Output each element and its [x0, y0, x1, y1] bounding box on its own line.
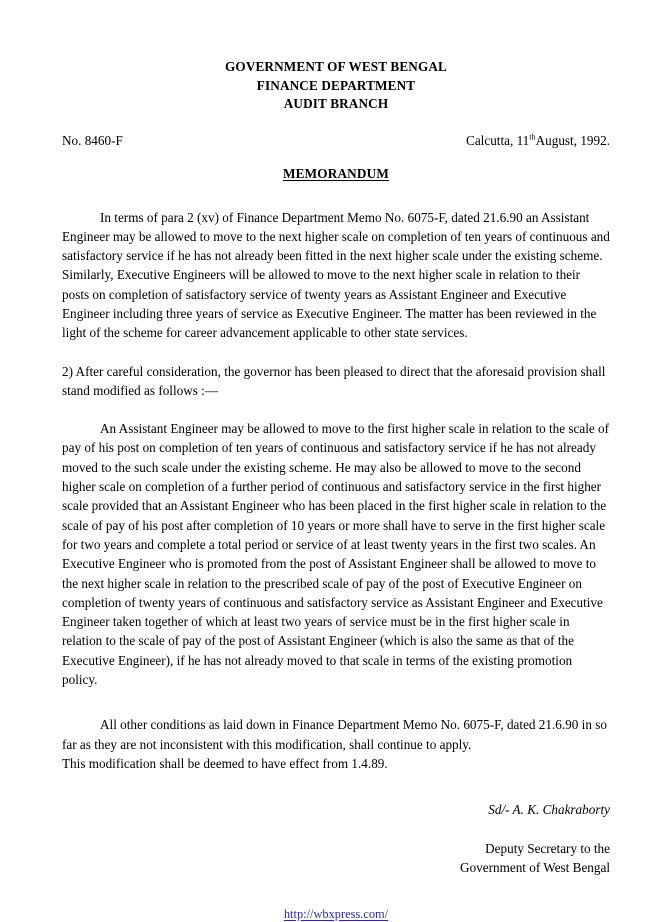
signature-block [62, 800, 610, 877]
footer [62, 907, 610, 922]
paragraph-3: An Assistant Engineer may be allowed to move to the first higher scale in relation to the scale of pay of his post on completion of ten years of continuous and satisfactory service if he has not already moved to the such scale under the existing scheme. He may also be allowed to move to the second higher scale on completion of a further period of continuous and satisfactory service in the first higher scale provided that an Assistant Engineer who has been placed in the first higher scale in relation to the scale of pay of his post after completion of 10 years or more shall have to serve in the first higher scale for two years and complete a total period or service of at least twenty years in the first two scales. An Executive Engineer who is promoted from the post of Assistant Engineer shall be allowed to move to the next higher scale in relation to the prescribed scale of pay of the post of Executive Engineer on completion of twenty years of continuous and satisfactory service as Assistant Engineer and Executive Engineer taken together of which at least two years of service must be in the first higher scale in relation to the scale of pay of the post of Assistant Engineer (which is also the same as that of the Executive Engineer), if he has not already moved to that scale in terms of the existing promotion policy. [62, 421, 610, 688]
source-link[interactable]: http://wbxpress.com/ [283, 907, 389, 922]
paragraph-1: In terms of para 2 (xv) of Finance Department Memo No. 6075-F, dated 21.6.90 an Assistant Engineer may be allowed to move to the next higher scale on completion of ten years of continuous and satisfactory service if he has not already been fitted in the next higher scale under the existing scheme. Similarly, Executive Engineers will be allowed to move to the next higher scale in relation to their posts on completion of satisfactory service of twenty years as Assistant Engineer and Executive Engineer including three years of service as Executive Engineer. The matter has been reviewed in the light of the scheme for career advancement applicable to other state services. [62, 209, 610, 341]
spacer-before-para-1 [62, 182, 610, 208]
spacer-before-para-2 [62, 343, 610, 362]
memo-number: No. 8460-F [62, 132, 123, 148]
place-date-suffix: August, 1992. [535, 132, 610, 148]
page-title-text: MEMORANDUM [282, 165, 389, 181]
spacer-before-para-4 [62, 689, 610, 715]
paragraph-4-line-2: This modification shall be deemed to have effect from 1.4.89. [62, 755, 388, 771]
spacer-before-para-3 [62, 400, 610, 419]
place-date-prefix: Calcutta, 11 [466, 132, 530, 148]
letterhead-line-branch: AUDIT BRANCH [283, 96, 389, 111]
paragraph-2: 2) After careful consideration, the governor has been pleased to direct that the aforesaid provision shall stand modified as follows :— [62, 363, 606, 398]
designation-line-2: Government of West Bengal [460, 859, 610, 875]
signatory-designation [62, 839, 610, 878]
document-body [62, 182, 610, 774]
letterhead-line-government: GOVERNMENT OF WEST BENGAL [225, 59, 447, 74]
signatory-name: Sd/- A. K. Chakraborty [488, 802, 610, 818]
page-title [62, 166, 610, 182]
document-content [62, 0, 610, 922]
letterhead [62, 58, 610, 114]
place-and-date [466, 132, 610, 149]
date-ordinal-suffix: th [529, 132, 536, 142]
paragraph-4-line-1: All other conditions as laid down in Finance Department Memo No. 6075-F, dated 21.6.90 in so far as they are not inconsistent with this modification, shall continue to apply. [62, 717, 607, 752]
letterhead-line-department: FINANCE DEPARTMENT [256, 77, 416, 93]
designation-line-1: Deputy Secretary to the [485, 840, 610, 856]
reference-row [62, 132, 610, 149]
